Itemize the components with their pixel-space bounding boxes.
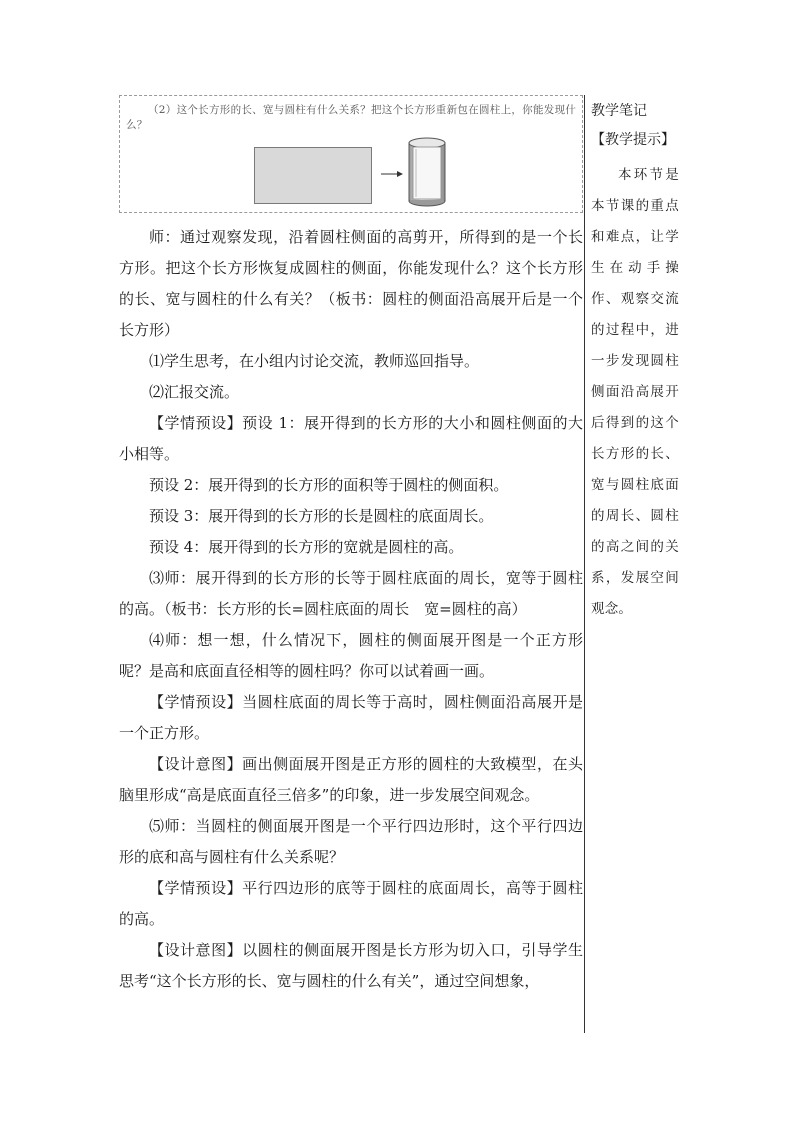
paragraph: ⑶师：展开得到的长方形的长等于圆柱底面的周长，宽等于圆柱的高。（板书：长方形的长=圆柱底面的周长 宽=圆柱的高） <box>119 569 583 618</box>
paragraph: 【学情预设】预设 1：展开得到的长方形的大小和圆柱侧面的大小相等。 <box>119 414 583 463</box>
paragraph: 【设计意图】画出侧面展开图是正方形的圆柱的大致模型，在头脑里形成“高是底面直径三倍多”的印象，进一步发展空间观念。 <box>119 755 583 804</box>
paragraph: 【设计意图】以圆柱的侧面展开图是长方形为切入口，引导学生思考“这个长方形的长、宽与圆柱的什么有关”，通过空间想象， <box>119 941 583 990</box>
paragraph: 师：通过观察发现，沿着圆柱侧面的高剪开，所得到的是一个长方形。把这个长方形恢复成圆柱的侧面，你能发现什么？这个长方形的长、宽与圆柱的什么有关？（板书：圆柱的侧面沿高展开后是一个长方形） <box>119 228 583 339</box>
paragraph: 预设 3：展开得到的长方形的长是圆柱的底面周长。 <box>149 507 494 525</box>
paragraph: ⑴学生思考，在小组内讨论交流，教师巡回指导。 <box>149 352 480 370</box>
teaching-tip-text: 本环节是本节课的重点和难点，让学生在动手操作、观察交流的过程中，进一步发现圆柱侧面沿高展开后得到的这个长方形的长、宽与圆柱底面的周长、圆柱的高之间的关系，发展空间观念。 <box>591 167 679 617</box>
lesson-body <box>119 222 583 997</box>
activity-question: （2）这个长方形的长、宽与圆柱有什么关系？把这个长方形重新包在圆柱上，你能发现什么？ <box>126 104 577 131</box>
paragraph: ⑸师：当圆柱的侧面展开图是一个平行四边形时，这个平行四边形的底和高与圆柱有什么关系呢？ <box>119 817 583 866</box>
column-divider <box>584 95 585 1033</box>
unrolled-rectangle-figure <box>254 147 372 204</box>
paragraph: 预设 4：展开得到的长方形的宽就是圆柱的高。 <box>149 538 464 556</box>
arrow-icon <box>381 168 403 180</box>
paragraph: 【学情预设】当圆柱底面的周长等于高时，圆柱侧面沿高展开是一个正方形。 <box>119 693 583 742</box>
paragraph: 【学情预设】平行四边形的底等于圆柱的底面周长，高等于圆柱的高。 <box>119 879 583 928</box>
paragraph: 预设 2：展开得到的长方形的面积等于圆柱的侧面积。 <box>149 476 509 494</box>
paragraph: ⑷师：想一想，什么情况下，圆柱的侧面展开图是一个正方形呢？是高和底面直径相等的圆柱吗？你可以试着画一画。 <box>119 631 583 680</box>
paragraph: ⑵汇报交流。 <box>149 383 240 401</box>
teaching-tip-label: 【教学提示】 <box>591 132 675 148</box>
sidebar-heading: 教学笔记 <box>591 103 647 119</box>
cylinder-figure <box>407 137 447 207</box>
